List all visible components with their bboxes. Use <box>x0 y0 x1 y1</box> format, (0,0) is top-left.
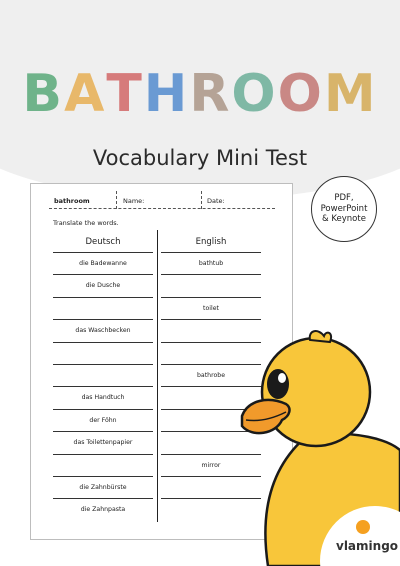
answer-line <box>53 409 153 410</box>
title-letter: M <box>323 64 378 124</box>
word-deutsch: die Badewanne <box>79 260 127 267</box>
title-letter: O <box>277 64 324 124</box>
title-letter: H <box>143 64 190 124</box>
answer-line <box>53 431 153 432</box>
answer-line <box>161 297 261 298</box>
column-header-english: English <box>195 237 227 247</box>
word-english: toilet <box>203 304 219 312</box>
answer-line <box>161 319 261 320</box>
answer-line <box>161 274 261 275</box>
logo-background <box>320 506 400 566</box>
header-separator <box>201 191 202 209</box>
column-divider <box>157 230 158 522</box>
answer-line <box>53 319 153 320</box>
date-label: Date: <box>207 197 225 205</box>
word-english: mirror <box>201 461 221 469</box>
word-english: bathtub <box>198 260 224 267</box>
word-deutsch: der Föhn <box>89 416 117 424</box>
answer-line <box>53 498 153 499</box>
word-deutsch: die Dusche <box>85 282 121 290</box>
word-deutsch: die Zahnpasta <box>80 506 126 514</box>
title-letter: R <box>189 64 232 124</box>
name-label: Name: <box>123 197 145 205</box>
word-english: bathrobe <box>197 372 225 379</box>
answer-line <box>53 342 153 343</box>
title-letter: T <box>106 64 144 124</box>
format-badge: PDF, PowerPoint & Keynote <box>311 176 377 242</box>
answer-line <box>53 297 153 298</box>
logo-text: vlamingo <box>336 539 399 553</box>
vlamingo-logo <box>320 506 400 566</box>
answer-line <box>53 252 153 253</box>
column-header-deutsch: Deutsch <box>85 237 121 247</box>
title-letter: A <box>64 64 107 124</box>
vlamingo-logo-icon <box>356 520 370 534</box>
word-deutsch: das Waschbecken <box>75 327 131 335</box>
answer-line <box>53 476 153 477</box>
title-letter: O <box>231 64 278 124</box>
page-title <box>0 64 400 124</box>
answer-line <box>53 364 153 365</box>
word-deutsch: das Handtuch <box>81 394 125 402</box>
answer-line <box>53 454 153 455</box>
word-deutsch: das Toilettenpapier <box>73 439 133 447</box>
word-deutsch: die Zahnbürste <box>79 484 127 491</box>
page-subtitle: Vocabulary Mini Test <box>92 146 308 170</box>
worksheet-topic: bathroom <box>54 197 90 205</box>
answer-line <box>161 252 261 253</box>
answer-line <box>53 274 153 275</box>
worksheet-header <box>49 195 275 209</box>
header-separator <box>116 191 117 209</box>
title-letter: B <box>22 64 65 124</box>
worksheet-instruction: Translate the words. <box>53 219 119 227</box>
answer-line <box>53 386 153 387</box>
